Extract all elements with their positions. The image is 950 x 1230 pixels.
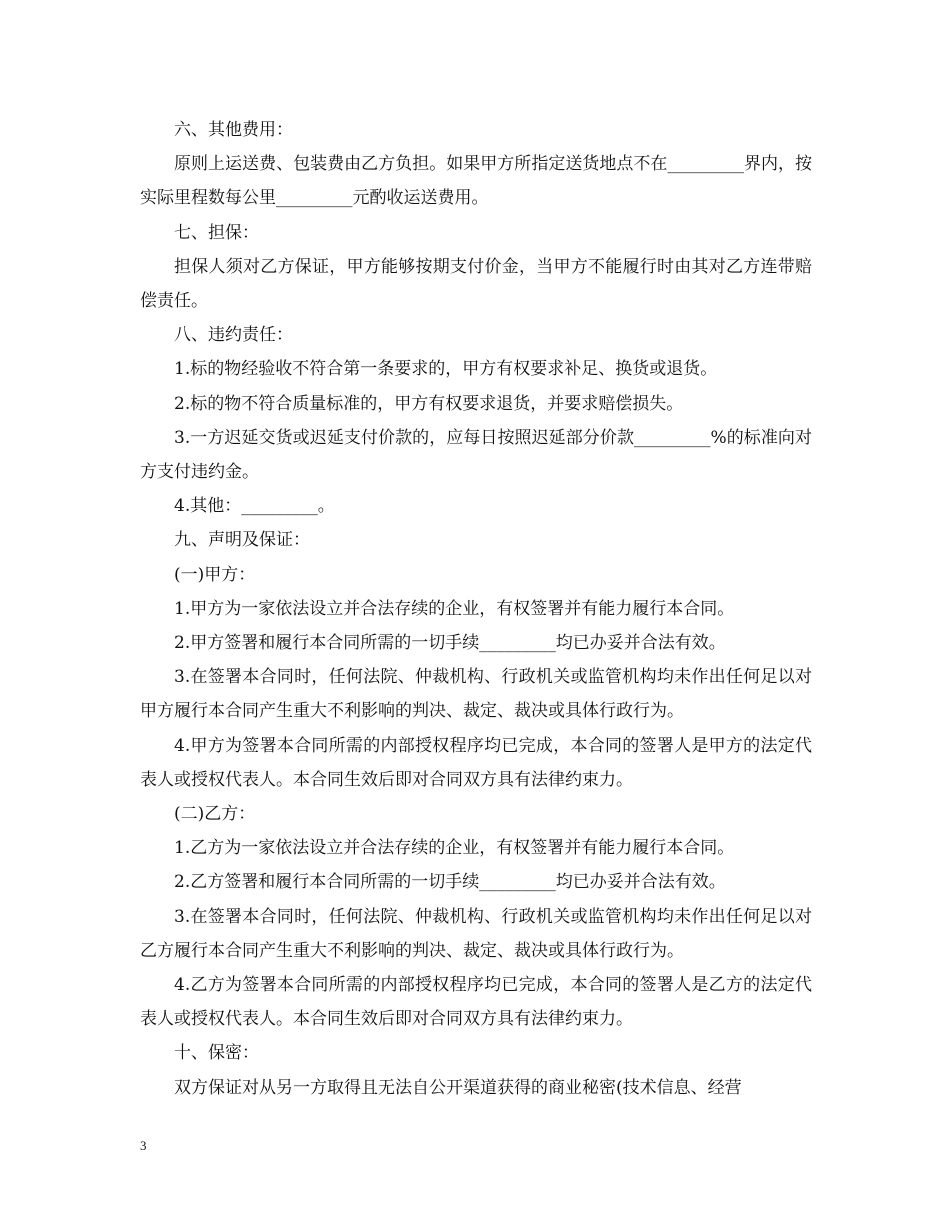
paragraph-guarantor: 担保人须对乙方保证，甲方能够按期支付价金，当甲方不能履行时由其对乙方连带赔偿责任。 <box>140 256 812 312</box>
party-a-item-3: 3.在签署本合同时，任何法院、仲裁机构、行政机关或监管机构均未作出任何足以对甲方履行本合同产生重大不利影响的判决、裁定、裁决或具体行政行为。 <box>140 667 812 722</box>
party-b-item-2: 2.乙方签署和履行本合同所需的一切手续_________均已办妥并合法有效。 <box>174 872 726 893</box>
party-a-item-1: 1.甲方为一家依法设立并合法存续的企业，有权签署并有能力履行本合同。 <box>174 598 735 619</box>
breach-item-3: 3.一方迟延交货或迟延支付价款的，应每日按照迟延部分价款_________%的标准向对方支付违约金。 <box>140 427 812 483</box>
subsection-party-b: (二)乙方： <box>174 804 256 825</box>
section-heading-representations: 九、声明及保证： <box>174 530 310 551</box>
subsection-party-a: (一)甲方： <box>174 564 256 585</box>
section-heading-other-fees: 六、其他费用： <box>174 120 293 140</box>
party-a-item-2: 2.甲方签署和履行本合同所需的一切手续_________均已办妥并合法有效。 <box>174 633 726 654</box>
party-a-item-4: 4.甲方为签署本合同所需的内部授权程序均已完成，本合同的签署人是甲方的法定代表人或授权代表人。本合同生效后即对合同双方具有法律约束力。 <box>140 735 812 790</box>
section-heading-confidentiality: 十、保密： <box>174 1043 259 1064</box>
paragraph-shipping-fees: 原则上运送费、包装费由乙方负担。如果甲方所指定送货地点不在_________界内，按实际里程数每公里_________元酌收运送费用。 <box>140 154 812 209</box>
breach-item-4: 4.其他：_________。 <box>174 496 335 517</box>
party-b-item-3: 3.在签署本合同时，任何法院、仲裁机构、行政机关或监管机构均未作出任何足以对乙方履行本合同产生重大不利影响的判决、裁定、裁决或具体行政行为。 <box>140 906 812 961</box>
page-number: 3 <box>140 1138 147 1153</box>
contract-body <box>140 113 812 1105</box>
section-heading-guarantee: 七、担保： <box>174 222 259 243</box>
breach-item-1: 1.标的物经验收不符合第一条要求的，甲方有权要求补足、换货或退货。 <box>174 359 718 380</box>
breach-item-2: 2.标的物不符合质量标准的，甲方有权要求退货，并要求赔偿损失。 <box>174 393 684 414</box>
paragraph-confidentiality: 双方保证对从另一方取得且无法自公开渠道获得的商业秘密(技术信息、经营 <box>174 1077 742 1098</box>
party-b-item-1: 1.乙方为一家依法设立并合法存续的企业，有权签署并有能力履行本合同。 <box>174 838 735 859</box>
party-b-item-4: 4.乙方为签署本合同所需的内部授权程序均已完成，本合同的签署人是乙方的法定代表人或授权代表人。本合同生效后即对合同双方具有法律约束力。 <box>140 975 812 1030</box>
section-heading-breach: 八、违约责任： <box>174 325 293 346</box>
